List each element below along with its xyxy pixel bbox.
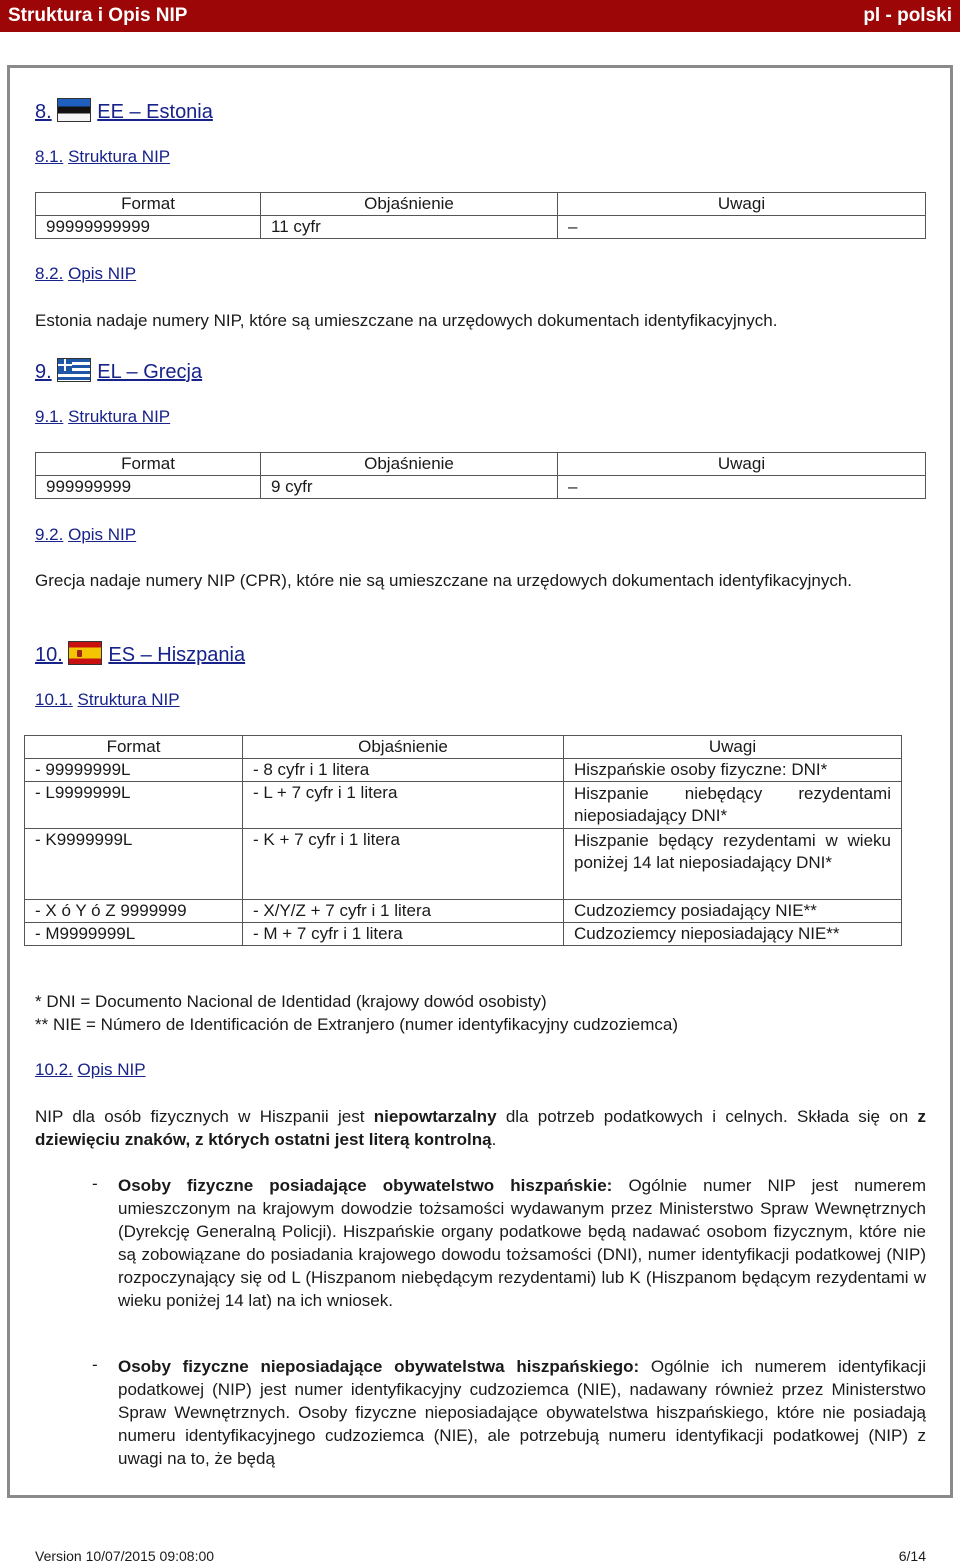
table-header-explanation: Objaśnienie: [261, 453, 558, 476]
bullet-citizens-text: Ogólnie numer NIP jest numerem umieszczonym na krajowym dowodzie tożsamości wydawanym przez Ministerstwo Spraw Wewnętrznych (Dyrekcję Generalną Policji). Hiszpańskie organy podatkowe będą nadawać osobom fizycznym, które nie są zobowiązane do posiadania krajowego dowodu tożsamości (DNI), numer identyfikacji podatkowej (NIP) rozpoczynający się od L (Hiszpanom niebędącym rezydentami) lub K (Hiszpanom będącym rezydentami w wieku poniżej 14 lat) na ich wniosek.: [118, 1176, 927, 1310]
footnote-nie: ** NIE = Número de Identificación de Extranjero (numer identyfikacyjny cudzoziemca): [35, 1015, 678, 1034]
greece-description: Grecja nadaje numery NIP (CPR), które nie są umieszczane na urzędowych dokumentach identyfikacyjnych.: [35, 571, 853, 590]
bullet-citizens: [118, 1174, 926, 1312]
table-cell-explanation: - M + 7 cyfr i 1 litera: [243, 923, 564, 946]
table-header-explanation: Objaśnienie: [261, 193, 558, 216]
table-cell-notes: Cudzoziemcy posiadający NIE**: [564, 900, 902, 923]
section-8-number[interactable]: 8.: [35, 101, 52, 123]
section-9-number[interactable]: 9.: [35, 361, 52, 383]
table-header-format: Format: [25, 736, 243, 759]
table-cell-notes: Hiszpanie niebędący rezydentami nieposiadający DNI*: [564, 782, 902, 829]
section-8-heading: [35, 98, 213, 124]
table-header-notes: Uwagi: [558, 453, 926, 476]
section-10-heading: [35, 641, 245, 667]
table-cell-notes: –: [558, 476, 926, 499]
estonia-nip-table: [35, 192, 926, 239]
section-9-heading: [35, 358, 202, 384]
section-8-2-number[interactable]: 8.2.: [35, 264, 64, 283]
table-row: [25, 923, 902, 946]
table-cell-explanation: 11 cyfr: [261, 216, 558, 239]
table-header-explanation: Objaśnienie: [243, 736, 564, 759]
section-9-2-title[interactable]: Opis NIP: [68, 525, 137, 544]
section-8-2-title[interactable]: Opis NIP: [68, 264, 137, 283]
table-row: [25, 759, 902, 782]
section-10-number[interactable]: 10.: [35, 644, 63, 666]
section-10-2-heading: [35, 1060, 146, 1080]
table-cell-explanation: - L + 7 cyfr i 1 litera: [243, 782, 564, 829]
table-header-row: [36, 193, 926, 216]
intro-bold-unique: niepowtarzalny: [373, 1107, 497, 1126]
bullet-1-dash: -: [92, 1174, 98, 1193]
greece-nip-table: [35, 452, 926, 499]
section-9-title[interactable]: EL – Grecja: [97, 361, 203, 383]
bullet-foreigners-heading: Osoby fizyczne nieposiadające obywatelstwa hiszpańskiego:: [118, 1357, 640, 1376]
section-8-1-heading: [35, 147, 170, 167]
table-cell-explanation: 9 cyfr: [261, 476, 558, 499]
footer-page-number: 6/14: [898, 1548, 926, 1564]
section-8-2-heading: [35, 264, 136, 284]
table-cell-format: 99999999999: [36, 216, 261, 239]
estonia-description: Estonia nadaje numery NIP, które są umieszczane na urzędowych dokumentach identyfikacyjnych.: [35, 311, 778, 330]
section-8-1-number[interactable]: 8.1.: [35, 147, 64, 166]
spain-intro-paragraph: [35, 1105, 926, 1151]
table-header-notes: Uwagi: [558, 193, 926, 216]
intro-text-2: dla potrzeb podatkowych i celnych. Składa się on: [496, 1107, 918, 1126]
greece-flag-icon: [57, 358, 91, 382]
estonia-flag-icon: [57, 98, 91, 122]
table-cell-notes: Cudzoziemcy nieposiadający NIE**: [564, 923, 902, 946]
section-10-1-title[interactable]: Struktura NIP: [77, 690, 180, 709]
section-10-1-heading: [35, 690, 180, 710]
table-cell-format: - M9999999L: [25, 923, 243, 946]
table-header-row: [36, 453, 926, 476]
bullet-foreigners: [118, 1355, 926, 1470]
section-10-1-number[interactable]: 10.1.: [35, 690, 73, 709]
table-cell-format: - L9999999L: [25, 782, 243, 829]
section-9-2-heading: [35, 525, 136, 545]
table-cell-explanation: - X/Y/Z + 7 cyfr i 1 litera: [243, 900, 564, 923]
spain-nip-table: [24, 735, 902, 946]
bullet-citizens-heading: Osoby fizyczne posiadające obywatelstwo hiszpańskie:: [118, 1176, 613, 1195]
section-8-title[interactable]: EE – Estonia: [97, 101, 213, 123]
footer-version: Version 10/07/2015 09:08:00: [35, 1548, 215, 1564]
table-cell-explanation: - K + 7 cyfr i 1 litera: [243, 829, 564, 900]
header-bar: [0, 0, 960, 32]
table-cell-notes: –: [558, 216, 926, 239]
table-cell-explanation: - 8 cyfr i 1 litera: [243, 759, 564, 782]
section-10-2-title[interactable]: Opis NIP: [77, 1060, 146, 1079]
intro-text-end: .: [491, 1130, 497, 1149]
table-cell-notes: Hiszpańskie osoby fizyczne: DNI*: [564, 759, 902, 782]
table-cell-notes: Hiszpanie będący rezydentami w wieku poniżej 14 lat nieposiadający DNI*: [564, 829, 902, 900]
bullet-2-dash: -: [92, 1355, 98, 1374]
section-9-1-title[interactable]: Struktura NIP: [68, 407, 171, 426]
header-language: pl - polski: [863, 5, 952, 26]
section-9-2-number[interactable]: 9.2.: [35, 525, 64, 544]
table-header-notes: Uwagi: [564, 736, 902, 759]
table-row: [25, 900, 902, 923]
section-9-1-heading: [35, 407, 170, 427]
header-title: Struktura i Opis NIP: [8, 5, 188, 26]
intro-text: NIP dla osób fizycznych w Hiszpanii jest: [35, 1107, 374, 1126]
section-10-2-number[interactable]: 10.2.: [35, 1060, 73, 1079]
spain-flag-icon: [68, 641, 102, 665]
section-10-title[interactable]: ES – Hiszpania: [108, 644, 246, 666]
table-header-row: [25, 736, 902, 759]
table-row: [25, 782, 902, 829]
section-8-1-title[interactable]: Struktura NIP: [68, 147, 171, 166]
table-header-format: Format: [36, 453, 261, 476]
table-cell-format: 999999999: [36, 476, 261, 499]
table-row: [36, 216, 926, 239]
table-row: [36, 476, 926, 499]
bullet-foreigners-text: Ogólnie ich numerem identyfikacji podatkowej (NIP) jest numer identyfikacyjny cudzoziemca (NIE), nadawany również przez Ministerstwo Spraw Wewnętrznych. Osoby fizyczne nieposiadające obywatelstwa hiszpańskiego, które nie posiadają numeru identyfikacyjnego cudzoziemca (NIE), ale potrzebują numeru identyfikacji podatkowej (NIP) z uwagi na to, że będą: [118, 1357, 926, 1468]
table-cell-format: - X ó Y ó Z 9999999: [25, 900, 243, 923]
table-row: [25, 829, 902, 900]
table-cell-format: - 99999999L: [25, 759, 243, 782]
section-9-1-number[interactable]: 9.1.: [35, 407, 64, 426]
intro-bold-structure: z dziewięciu znaków, z których ostatni jest literą kontrolną: [35, 1107, 926, 1149]
table-header-format: Format: [36, 193, 261, 216]
footnote-dni: * DNI = Documento Nacional de Identidad (krajowy dowód osobisty): [35, 992, 547, 1011]
table-cell-format: - K9999999L: [25, 829, 243, 900]
